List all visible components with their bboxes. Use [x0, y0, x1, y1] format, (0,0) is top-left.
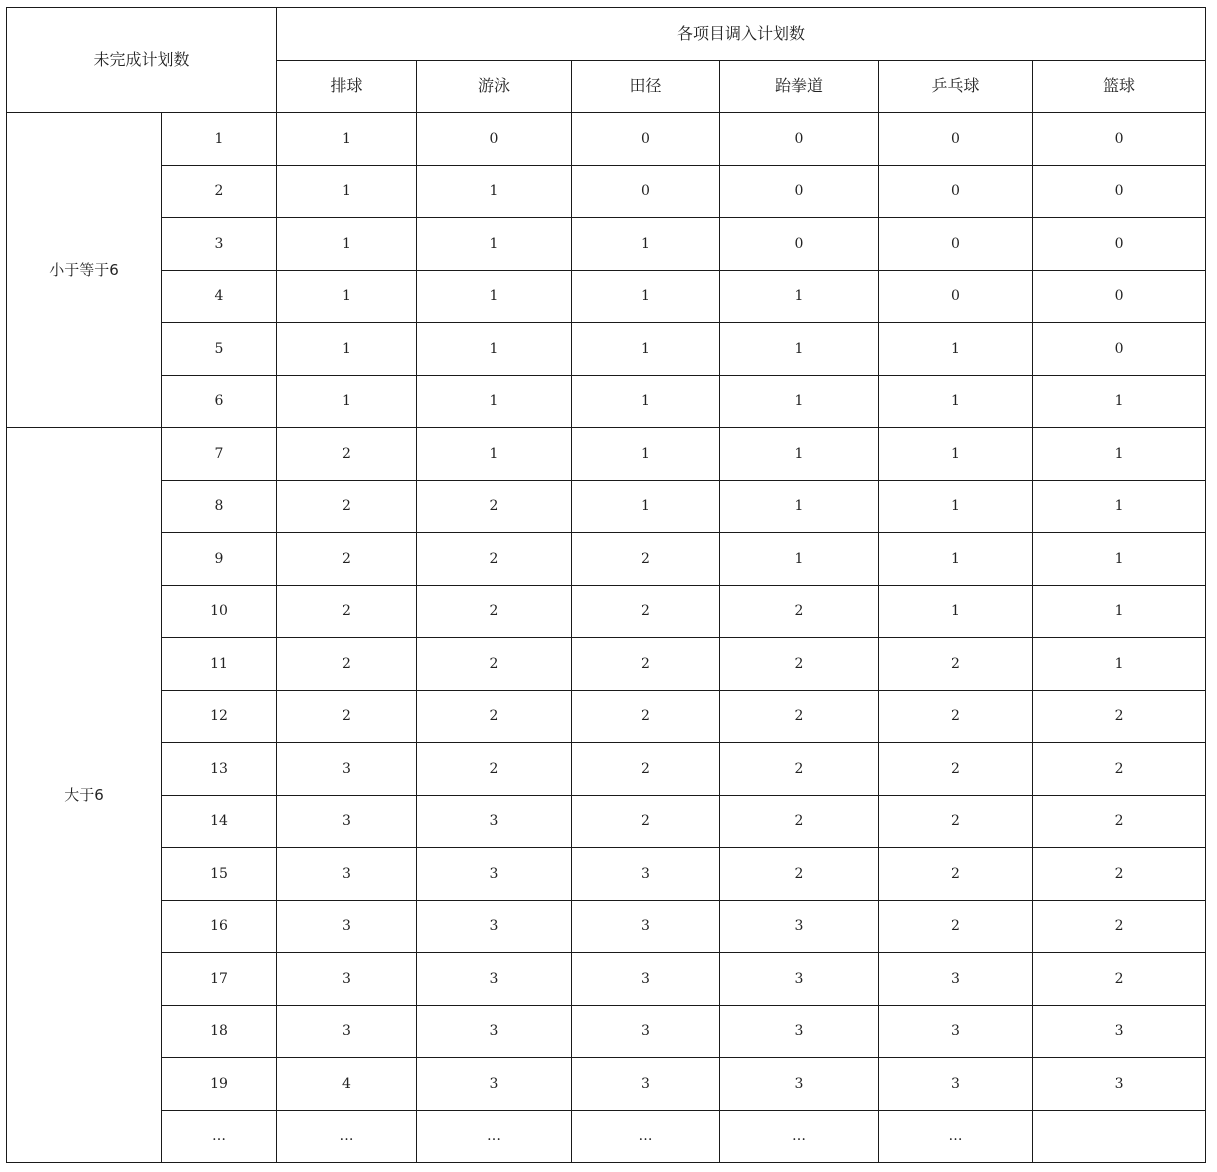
table-cell: … [720, 1110, 879, 1163]
row-count-cell: 14 [162, 795, 277, 848]
table-cell: 1 [417, 428, 572, 481]
table-cell: 1 [1033, 585, 1206, 638]
table-cell: 3 [572, 848, 720, 901]
table-cell: 1 [417, 165, 572, 218]
table-row [7, 953, 1206, 1006]
table-cell: 3 [879, 953, 1033, 1006]
table-container [6, 7, 1206, 1163]
table-cell: 1 [720, 375, 879, 428]
table-cell: 0 [417, 113, 572, 166]
table-row [7, 585, 1206, 638]
table-cell: 2 [1033, 795, 1206, 848]
table-cell: 1 [417, 270, 572, 323]
table-cell: 2 [417, 743, 572, 796]
row-count-cell: 9 [162, 533, 277, 586]
row-count-cell: 18 [162, 1005, 277, 1058]
table-row [7, 480, 1206, 533]
table-cell: 3 [277, 795, 417, 848]
table-row [7, 1005, 1206, 1058]
table-cell: 0 [1033, 218, 1206, 271]
table-cell: 2 [720, 690, 879, 743]
table-cell: 1 [572, 270, 720, 323]
row-count-cell: 5 [162, 323, 277, 376]
table-cell: 1 [572, 323, 720, 376]
table-row [7, 113, 1206, 166]
table-cell: 2 [417, 690, 572, 743]
table-cell: 1 [879, 585, 1033, 638]
table-cell: 3 [277, 848, 417, 901]
table-cell: 2 [277, 480, 417, 533]
table-cell: 2 [572, 743, 720, 796]
table-cell: 0 [879, 113, 1033, 166]
table-cell: … [572, 1110, 720, 1163]
table-cell: 2 [720, 638, 879, 691]
table-cell: 2 [1033, 848, 1206, 901]
table-cell: 1 [572, 375, 720, 428]
table-body [7, 8, 1206, 1163]
table-cell: 1 [417, 218, 572, 271]
table-cell: 2 [1033, 690, 1206, 743]
corner-header: 未完成计划数 [7, 8, 277, 113]
row-count-cell: 10 [162, 585, 277, 638]
table-cell: 1 [417, 375, 572, 428]
row-count-cell: 7 [162, 428, 277, 481]
table-cell: 2 [879, 743, 1033, 796]
row-count-cell: 6 [162, 375, 277, 428]
table-cell: 3 [572, 1005, 720, 1058]
row-count-cell: 12 [162, 690, 277, 743]
table-cell: 1 [1033, 428, 1206, 481]
row-count-cell: 19 [162, 1058, 277, 1111]
table-cell: 0 [720, 113, 879, 166]
table-cell: 1 [1033, 533, 1206, 586]
table-cell: 2 [277, 428, 417, 481]
table-cell: … [879, 1110, 1033, 1163]
table-cell: 3 [417, 900, 572, 953]
table-cell: 3 [277, 900, 417, 953]
table-cell: 1 [720, 270, 879, 323]
table-cell: 1 [277, 165, 417, 218]
column-header-volleyball: 排球 [277, 60, 417, 113]
table-cell: 2 [417, 585, 572, 638]
table-cell: 3 [879, 1005, 1033, 1058]
table-cell: 0 [720, 165, 879, 218]
table-cell: 0 [1033, 270, 1206, 323]
table-cell: 1 [277, 270, 417, 323]
table-cell: 1 [277, 323, 417, 376]
table-cell: 3 [417, 953, 572, 1006]
header-row-top [7, 8, 1206, 61]
table-row [7, 375, 1206, 428]
table-cell: 1 [720, 480, 879, 533]
table-row [7, 743, 1206, 796]
table-cell: 0 [879, 218, 1033, 271]
allocation-table [6, 7, 1206, 1163]
table-row [7, 690, 1206, 743]
table-cell: 2 [277, 585, 417, 638]
table-cell: 1 [1033, 638, 1206, 691]
column-header-table-tennis: 乒乓球 [879, 60, 1033, 113]
column-header-basketball: 篮球 [1033, 60, 1206, 113]
table-cell: 2 [720, 743, 879, 796]
table-cell: 2 [572, 638, 720, 691]
table-cell: 2 [879, 690, 1033, 743]
table-row [7, 795, 1206, 848]
table-row [7, 270, 1206, 323]
table-cell: 2 [572, 690, 720, 743]
table-cell [1033, 1110, 1206, 1163]
table-row [7, 533, 1206, 586]
table-cell: 2 [1033, 743, 1206, 796]
row-count-cell: 13 [162, 743, 277, 796]
table-cell: 3 [277, 953, 417, 1006]
table-cell: 3 [572, 1058, 720, 1111]
table-cell: 0 [1033, 113, 1206, 166]
table-cell: 1 [879, 375, 1033, 428]
table-cell: 2 [277, 690, 417, 743]
table-cell: 2 [879, 638, 1033, 691]
table-row [7, 1110, 1206, 1163]
table-cell: 2 [417, 638, 572, 691]
row-count-cell: … [162, 1110, 277, 1163]
table-cell: 1 [277, 113, 417, 166]
table-cell: 1 [417, 323, 572, 376]
group-label: 大于6 [7, 428, 162, 1163]
table-row [7, 218, 1206, 271]
table-row [7, 848, 1206, 901]
column-header-taekwondo: 跆拳道 [720, 60, 879, 113]
table-cell: 0 [1033, 323, 1206, 376]
table-cell: 1 [720, 428, 879, 481]
table-cell: … [277, 1110, 417, 1163]
table-cell: 2 [572, 795, 720, 848]
table-cell: 3 [277, 1005, 417, 1058]
table-cell: 0 [879, 165, 1033, 218]
row-count-cell: 11 [162, 638, 277, 691]
table-cell: 2 [277, 638, 417, 691]
table-cell: … [417, 1110, 572, 1163]
table-cell: 4 [277, 1058, 417, 1111]
table-cell: 0 [572, 113, 720, 166]
table-cell: 2 [720, 795, 879, 848]
table-cell: 2 [417, 533, 572, 586]
table-cell: 1 [277, 375, 417, 428]
table-cell: 0 [879, 270, 1033, 323]
table-cell: 1 [879, 480, 1033, 533]
table-cell: 3 [720, 1058, 879, 1111]
table-cell: 2 [720, 585, 879, 638]
table-row [7, 428, 1206, 481]
table-cell: 3 [720, 900, 879, 953]
table-cell: 1 [572, 480, 720, 533]
row-count-cell: 2 [162, 165, 277, 218]
table-cell: 0 [1033, 165, 1206, 218]
column-header-track-field: 田径 [572, 60, 720, 113]
table-cell: 1 [1033, 375, 1206, 428]
table-cell: 1 [277, 218, 417, 271]
table-cell: 3 [417, 1058, 572, 1111]
table-row [7, 638, 1206, 691]
table-cell: 1 [1033, 480, 1206, 533]
group-label: 小于等于6 [7, 113, 162, 428]
table-cell: 3 [572, 900, 720, 953]
table-cell: 1 [879, 533, 1033, 586]
row-count-cell: 15 [162, 848, 277, 901]
table-cell: 0 [720, 218, 879, 271]
table-cell: 3 [417, 848, 572, 901]
table-cell: 2 [720, 848, 879, 901]
table-cell: 1 [572, 428, 720, 481]
table-cell: 1 [720, 533, 879, 586]
table-cell: 3 [720, 1005, 879, 1058]
table-cell: 1 [572, 218, 720, 271]
table-cell: 3 [1033, 1058, 1206, 1111]
table-row [7, 900, 1206, 953]
table-cell: 1 [720, 323, 879, 376]
table-row [7, 165, 1206, 218]
group-header: 各项目调入计划数 [277, 8, 1206, 61]
table-cell: 3 [879, 1058, 1033, 1111]
table-cell: 2 [879, 795, 1033, 848]
row-count-cell: 17 [162, 953, 277, 1006]
table-cell: 3 [417, 795, 572, 848]
table-cell: 2 [277, 533, 417, 586]
table-cell: 0 [572, 165, 720, 218]
table-row [7, 323, 1206, 376]
table-cell: 2 [572, 533, 720, 586]
table-cell: 2 [417, 480, 572, 533]
table-cell: 3 [417, 1005, 572, 1058]
table-cell: 3 [572, 953, 720, 1006]
table-cell: 3 [1033, 1005, 1206, 1058]
row-count-cell: 16 [162, 900, 277, 953]
row-count-cell: 3 [162, 218, 277, 271]
row-count-cell: 4 [162, 270, 277, 323]
table-cell: 3 [277, 743, 417, 796]
table-cell: 1 [879, 323, 1033, 376]
table-cell: 2 [1033, 900, 1206, 953]
table-cell: 2 [879, 900, 1033, 953]
table-cell: 1 [879, 428, 1033, 481]
column-header-swimming: 游泳 [417, 60, 572, 113]
table-cell: 2 [879, 848, 1033, 901]
table-row [7, 1058, 1206, 1111]
table-cell: 2 [572, 585, 720, 638]
row-count-cell: 8 [162, 480, 277, 533]
table-cell: 2 [1033, 953, 1206, 1006]
table-cell: 3 [720, 953, 879, 1006]
row-count-cell: 1 [162, 113, 277, 166]
